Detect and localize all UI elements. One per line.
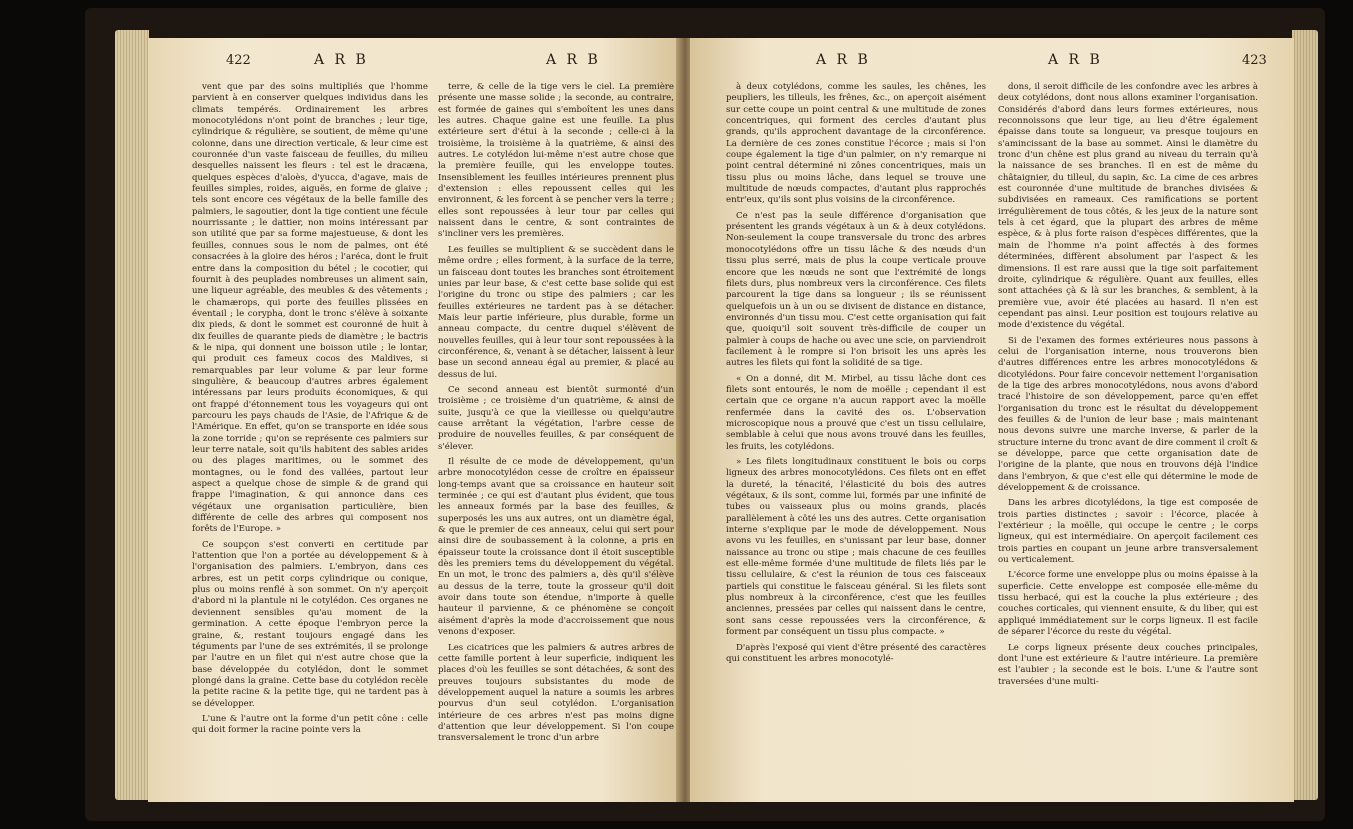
paragraph: Les feuilles se multiplient & se succèdent dans le même ordre ; elles forment, à la surface de la terre, un faisceau dont toutes les branches sont étroitement unies par leur base, & c'est cette base solide qui est l'origine du tronc ou stipe des palmiers ; car les feuilles extérieures ne tardent pas à se détacher. Mais leur partie inférieure, plus durable, forme un anneau compacte, du centre duquel s'élèvent de nouvelles feuilles, qui à leur tour sont repoussées à la circonférence, &, venant à se détacher, laissent à leur base un second anneau égal au premier, & placé au dessus de lui.: [438, 244, 674, 380]
page-edges-right: [1292, 30, 1318, 800]
paragraph: Les cicatrices que les palmiers & autres arbres de cette famille portent à leur superficie, indiquent les places d'où les feuilles se sont détachées, & sont des preuves toujours subsistantes du mode de développement auquel la nature a soumis les arbres pourvus d'un seul cotylédon. L'organisation intérieure de ces arbres n'est pas moins digne d'attention que leur développement. Si l'on coupe transversalement le tronc d'un arbre: [438, 642, 674, 744]
right-running-head: [690, 52, 1294, 74]
running-head: A R B: [816, 52, 871, 68]
text-column: [998, 82, 1258, 692]
paragraph: D'après l'exposé qui vient d'être présenté des caractères qui constituent les arbres monocotylé-: [726, 642, 986, 664]
left-running-head: [148, 52, 680, 74]
page-number: 423: [1242, 53, 1267, 68]
text-column: [192, 82, 428, 741]
paragraph: vent que par des soins multipliés que l'homme parvient à en conserver quelques individus dans les climats tempérés. Ordinairement les arbres monocotylédons n'ont point de branches ; leur tige, cylindrique & régulière, se soutient, de même qu'une colonne, dans une direction verticale, & leur cime est couronnée d'un vaste faisceau de feuilles, du milieu desquelles naissent les fleurs : tel est le dracæna, quelques espèces d'aloès, d'yucca, d'agave, mais de feuilles simples, roides, aiguës, en forme de glaive ; tels sont encore ces végétaux de la belle famille des palmiers, le sagoutier, dont la tige contient une fécule nourrissante ; le dattier, non moins intéressant par son utilité que par sa forme majestueuse, & dont les feuilles, connues sous le nom de palmes, ont été consacrées à la gloire des héros ; l'aréca, dont le fruit entre dans la composition du bétel ; le cocotier, qui fournit à des peuplades nombreuses un aliment sain, une liqueur agréable, des meubles & des vêtements ; le chamærops, qui porte des feuilles plissées en éventail ; le corypha, dont le tronc s'élève à soixante dix pieds, & dont le sommet est couronné de huit à dix feuilles de quarante pieds de diamètre ; le bactris & le nipa, qui donnent une boisson utile ; le lontar, qui produit ces fameux cocos des Maldives, si remarquables par leur volume & par leur forme singulière, & beaucoup d'autres arbres également intéressans par leurs produits économiques, & qui ont frappé d'étonnement tous les voyageurs qui ont parcouru les pays chauds de l'Asie, de l'Afrique & de l'Amérique. En effet, qu'on se transporte en idée sous la zone torride ; qu'on se représente ces palmiers sur leur terre natale, soit qu'ils habitent des sables arides ou des plages maritimes, ou le sommet des montagnes, ou le fond des vallées, partout leur aspect a quelque chose de simple & de grand qui frappe l'imagination, & qui annonce dans ces végétaux une organisation particulière, bien différente de celle des arbres qui composent nos forêts de l'Europe. »: [192, 82, 428, 535]
text-column: [726, 82, 986, 669]
paragraph: L'une & l'autre ont la forme d'un petit cône : celle qui doit former la racine pointe vers la: [192, 713, 428, 736]
left-page: [148, 38, 680, 802]
paragraph: Ce second anneau est bientôt surmonté d'un troisième ; ce troisième d'un quatrième, & ainsi de suite, jusqu'à ce que la vieillesse ou quelqu'autre cause arrêtant la végétation, l'arbre cesse de produire de nouvelles feuilles, & par conséquent de s'élever.: [438, 384, 674, 452]
running-head: A R B: [546, 52, 601, 68]
page-number: 422: [226, 53, 251, 68]
paragraph: à deux cotylédons, comme les saules, les chênes, les peupliers, les tilleuls, les frênes, &c., on aperçoit aisément sur cette coupe un point central & une multitude de zones concentriques, qui forment des cercles d'autant plus grands, qu'ils approchent davantage de la circonférence. La dernière de ces zones constitue l'écorce ; mais si l'on coupe également la tige d'un palmier, on n'y remarque ni point central déterminé ni zônes concentriques, mais un tissu plus ou moins lâche, dans lequel se trouve une multitude de nœuds compactes, d'autant plus rapprochés entr'eux, qu'ils sont plus voisins de la circonférence.: [726, 82, 986, 206]
paragraph: L'écorce forme une enveloppe plus ou moins épaisse à la superficie. Cette enveloppe est composée elle-même du tissu herbacé, qui est la couche la plus extérieure ; des couches corticales, qui viennent ensuite, & du liber, qui est appliqué immédiatement sur le corps ligneux. Il est facile de séparer l'écorce du reste du végétal.: [998, 570, 1258, 638]
paragraph: » Les filets longitudinaux constituent le bois ou corps ligneux des arbres monocotylédons. Ces filets ont en effet la dureté, la ténacité, l'élasticité du bois des autres végétaux, & ils sont, comme lui, formés par une infinité de tubes ou vaisseaux plus ou moins grands, placés parallèlement à côté les uns des autres. Cette organisation interne s'explique par le mode de développement. Nous avons vu les feuilles, en s'unissant par leur base, donner naissance au tronc ou stipe ; mais chacune de ces feuilles est elle-même formée d'une multitude de filets liés par le tissu cellulaire, & c'est la réunion de tous ces faisceaux partiels qui constitue le faisceau général. Si les filets sont plus nombreux à la circonférence, c'est que les feuilles anciennes, pressées par celles qui naissent dans le centre, sont sans cesse repoussées vers la circonférence, & forment par conséquent un tissu plus compacte. »: [726, 457, 986, 638]
text-column: [438, 82, 674, 749]
paragraph: Le corps ligneux présente deux couches principales, dont l'une est extérieure & l'autre intérieure. La première est l'aubier ; la seconde est le bois. L'une & l'autre sont traversées d'une multi-: [998, 642, 1258, 687]
paragraph: Ce n'est pas la seule différence d'organisation que présentent les grands végétaux à un & à deux cotylédons. Non-seulement la coupe transversale du tronc des arbres monocotylédons offre un tissu lâche & des nœuds d'un tissu plus serré, mais de plus la coupe verticale prouve encore que les nœuds ne sont que l'extrémité de longs filets durs, plus nombreux vers la circonférence. Ces filets parcourent la tige dans sa longueur ; ils se réunissent quelquefois un à un ou se divisent de distance en distance, environnés d'un tissu mou. C'est cette organisation qui fait que, quoiqu'il soit souvent très-difficile de couper un palmier à coups de hache ou avec une scie, on parviendroit facilement à le rompre si l'on brisoit les uns après les autres les filets qui font la solidité de sa tige.: [726, 210, 986, 369]
paragraph: Il résulte de ce mode de développement, qu'un arbre monocotylédon cesse de croître en épaisseur long-temps avant que sa croissance en hauteur soit terminée ; ce qui est d'autant plus évident, que tous les anneaux formés par la base des feuilles, & superposés les uns aux autres, ont un diamètre égal, & que le premier de ces anneaux, celui qui sert pour ainsi dire de soubassement à la colonne, a pris en épaisseur toute la croissance dont il étoit susceptible dès les premiers tems du développement du végétal. En un mot, le tronc des palmiers a, dès qu'il s'élève au dessus de la terre, toute la grosseur qu'il doit avoir dans toute son étendue, n'importe à quelle hauteur il parvienne, & ce phénomène se conçoit aisément d'après la mode d'accroissement que nous venons d'exposer.: [438, 457, 674, 638]
running-head: A R B: [314, 52, 369, 68]
right-page: [690, 38, 1294, 802]
paragraph: Dans les arbres dicotylédons, la tige est composée de trois parties distinctes ; savoir : l'écorce, placée à l'extérieur ; la moëlle, qui occupe le centre ; le corps ligneux, qui est intermédiaire. On aperçoit facilement ces trois parties en coupant un jeune arbre transversalement ou verticalement.: [998, 498, 1258, 566]
paragraph: Ce soupçon s'est converti en certitude par l'attention que l'on a portée au développement & à l'organisation des palmiers. L'embryon, dans ces arbres, est un petit corps cylindrique ou conique, plus ou moins renflé à son sommet. On n'y aperçoit d'abord ni la plantule ni le cotylédon. Ces organes ne deviennent sensibles qu'au moment de la germination. A cette époque l'embryon perce la graine, &, restant toujours engagé dans les téguments par l'une de ses extrémités, il se prolonge par l'autre en un filet qui n'est autre chose que la base développée du cotylédon, dont le sommet plongé dans la graine. Cette base du cotylédon recèle la petite racine & la petite tige, qui ne tardent pas à se développer.: [192, 539, 428, 709]
paragraph: terre, & celle de la tige vers le ciel. La première présente une masse solide ; la seconde, au contraire, est formée de gaines qui s'emboîtent les unes dans les autres. Chaque gaine est une feuille. La plus extérieure sert d'étui à la seconde ; celle-ci à la troisième, la troisième à la quatrième, & ainsi des autres. Le cotylédon lui-même n'est autre chose que la première feuille, qui les enveloppe toutes. Insensiblement les feuilles intérieures prennent plus d'extension : elles repoussent celles qui les environnent, & les forcent à se pencher vers la terre ; elles sont repoussées à leur tour par celles qui naissent dans le centre, & sont contraintes de s'incliner vers les premières.: [438, 82, 674, 240]
page-edges-left: [115, 30, 149, 800]
paragraph: Si de l'examen des formes extérieures nous passons à celui de l'organisation interne, nous trouverons bien d'autres différences entre les arbres monocotylédons & dicotylédons. Pour faire concevoir nettement l'organisation de la tige des arbres monocotylédons, nous avons d'abord tracé l'histoire de son développement, parce qu'en effet l'organisation du tronc est le résultat du développement des feuilles & de l'union de leur base ; mais maintenant nous devons suivre une marche inverse, & parler de la structure interne du tronc avant de dire comment il croît & se développe, parce que cette organisation date de l'origine de la plante, que nous en trouvons déjà l'indice dans l'embryon, & que c'est elle qui détermine le mode de développement & de croissance.: [998, 335, 1258, 494]
running-head: A R B: [1048, 52, 1103, 68]
paragraph: dons, il seroit difficile de les confondre avec les arbres à deux cotylédons, dont nous allons examiner l'organisation. Considérés d'abord dans leurs formes extérieures, nous reconnoissons que leur tige, au lieu d'être également épaisse dans toute sa longueur, va presque toujours en s'amincissant de la base au sommet. Ainsi le diamètre du tronc d'un chêne est plus grand au niveau du terrain qu'à la naissance de ses branches. Il en est de même du châtaignier, du tilleul, du sapin, &c. La cime de ces arbres est couronnée d'une multitude de branches divisées & subdivisées en rameaux. Ces ramifications se portent irrégulièrement de tous côtés, & les jeux de la nature sont tels à cet égard, que la plupart des arbres de même espèce, & à plus forte raison d'espèces différentes, que la main de l'homme n'a point affectés à des formes déterminées, diffèrent absolument par l'aspect & les dimensions. Il est rare aussi que la tige soit parfaitement droite, cylindrique & régulière. Quant aux feuilles, elles sont attachées çà & là sur les branches, & semblent, à la première vue, avoir été placées au hasard. Il n'en est cependant pas ainsi. Leur position est toujours relative au mode d'existence du végétal.: [998, 82, 1258, 331]
paragraph: « On a donné, dit M. Mirbel, au tissu lâche dont ces filets sont entourés, le nom de moëlle ; cependant il est certain que ce organe n'a aucun rapport avec la moëlle renfermée dans la cavité des os. L'observation microscopique nous a prouvé que c'est un tissu cellulaire, semblable à celui que nous avons trouvé dans les feuilles, les fruits, les cotylédons.: [726, 373, 986, 452]
